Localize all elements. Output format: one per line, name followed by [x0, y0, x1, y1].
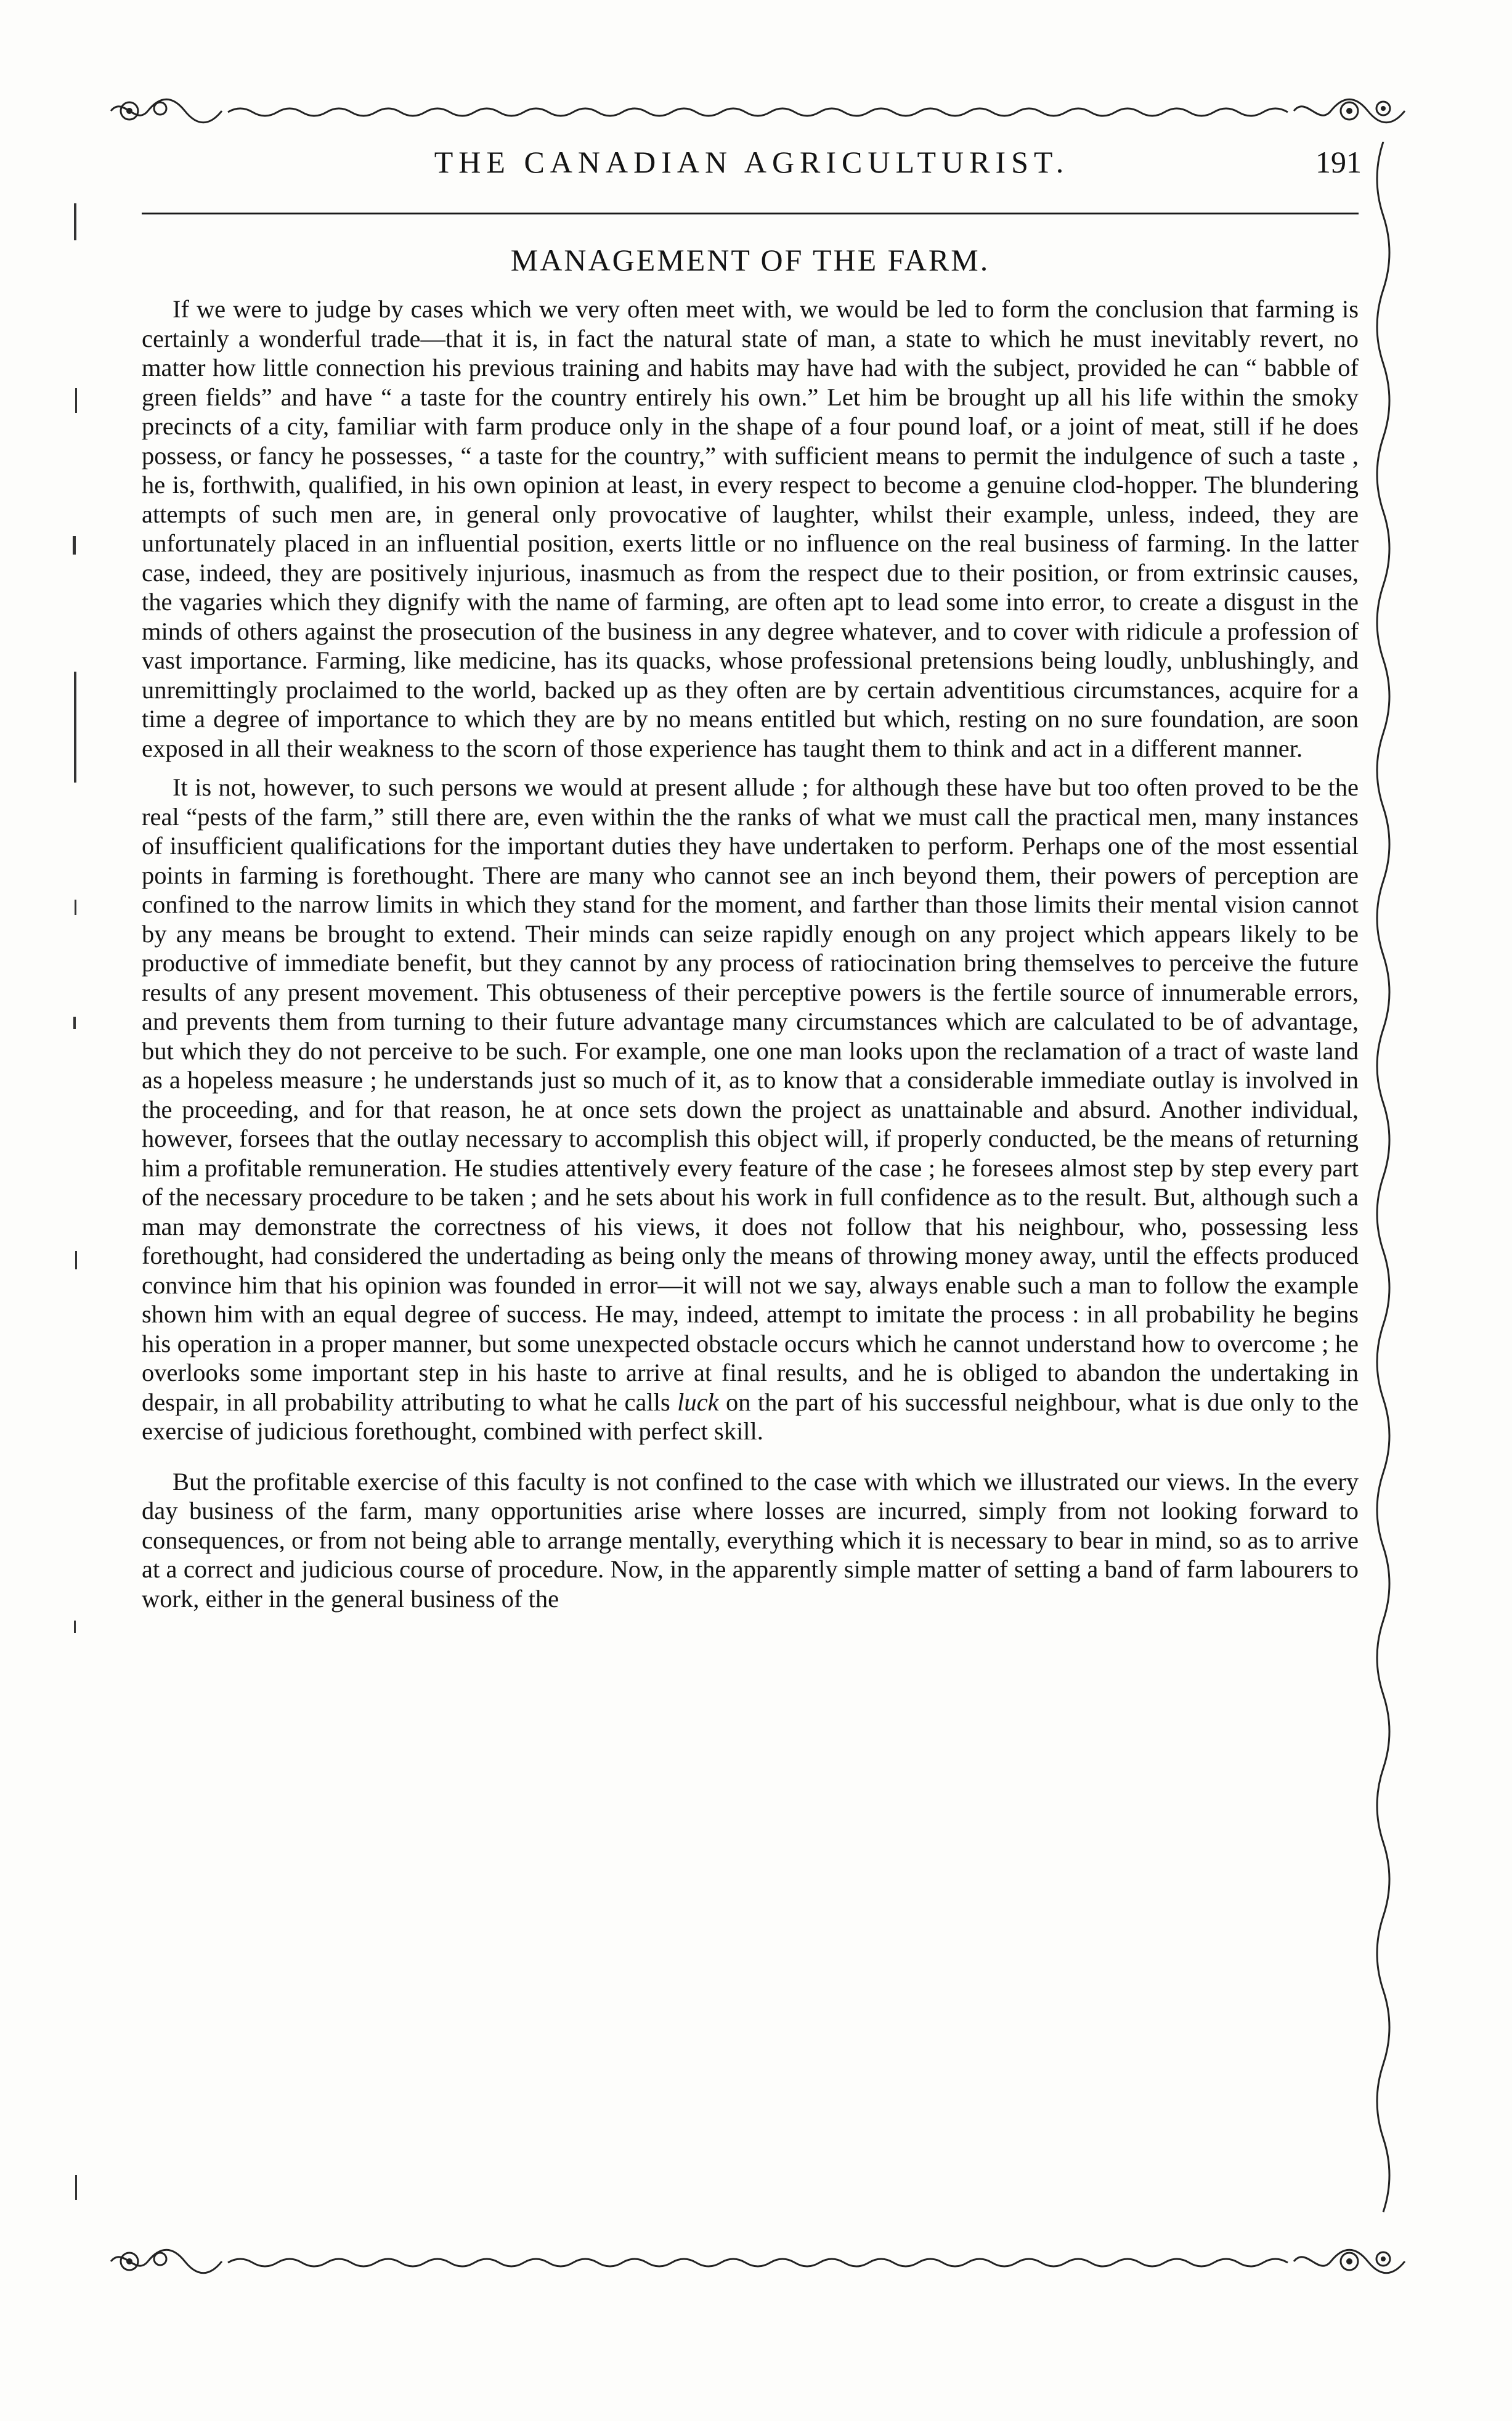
emphasized-word: luck [677, 1388, 719, 1416]
bottom-ornament-icon [105, 2243, 1411, 2280]
header-rule [142, 213, 1359, 214]
article-paragraph: It is not, however, to such persons we would at present allude ; for although these have but too often proved to be the real “pests of the farm,” still there are, even within the the ranks of what we must call the practical men, many instances of insufficient qualifications for the important duties they have undertaken to perform. Perhaps one of the most essential points in farming is forethought. There are many who cannot see an inch beyond them, their powers of perception are confined to the narrow limits in which they stand for the moment, and farther than those limits their mental vision cannot by any means be brought to extend. Their minds can seize rapidly enough on any project which appears likely to be productive of immediate benefit, but they cannot by any process of ratiocination bring themselves to perceive the future results of any present movement. This obtuseness of their perceptive powers is the fertile source of innumerable errors, and prevents them from turning to their future advantage many circumstances which are calculated to be of advantage, but which they do not perceive to be such. For example, one one man looks upon the reclamation of a tract of waste land as a hopeless measure ; he understands just so much of it, as to know that a considerable immediate outlay is involved in the proceeding, and for that reason, he at once sets down the project as unattainable and absurd. Another individual, however, forsees that the outlay necessary to accomplish this object will, if properly conducted, be the means of returning him a profitable remuneration. He studies attentively every feature of the case ; he foresees almost step by step every part of the necessary procedure to be taken ; and he sets about his work in full confidence as to the result. But, although such a man may demonstrate the correctness of his views, it does not follow that his neighbour, who, possessing less forethought, had considered the undertading as being only the means of throwing money away, until the effects produced convince him that his opinion was founded in error—it will not we say, always enable such a man to follow the example shown him with an equal degree of success. He may, indeed, attempt to imitate the process : in all probability he begins his operation in a proper manner, but some unexpected obstacle occurs which he cannot understand how to overcome ; he overlooks some important step in his haste to arrive at final results, and he is obliged to abandon the undertaking in despair, in all probability attributing to what he calls luck on the part of his successful neighbour, what is due only to the exercise of judicious forethought, combined with perfect skill. [142, 773, 1359, 1445]
right-vine-icon [1368, 142, 1399, 2237]
article-paragraph: But the profitable exercise of this faculty is not confined to the case with which we illustrated our views. In the every day business of the farm, many opportunities arise where losses are incurred, simply from not looking forward to consequences, or from not being able to arrange mentally, everything which it is necessary to bear in mind, so as to arrive at a correct and judicious course of procedure. Now, in the apparently simple matter of setting a band of farm labourers to work, either in the general business of the [142, 1467, 1359, 1613]
article-title: MANAGEMENT OF THE FARM. [510, 243, 990, 277]
article-paragraph: If we were to judge by cases which we very often meet with, we would be led to form the conclusion that farming is certainly a wonderful trade—that it is, in fact the natural state of man, a state to which he must inevitably revert, no matter how little connection his previous training and habits may have had with the subject, provided he can “ babble of green fields” and have “ a taste for the country entirely his own.” Let him be brought up all his life within the smoky precincts of a city, familiar with farm produce only in the shape of a four pound loaf, or a joint of meat, still if he does possess, or fancy he possesses, “ a taste for the country,” with sufficient means to permit the indulgence of such a taste , he is, forthwith, qualified, in his own opinion at least, in every respect to become a genuine clod-hopper. The blundering attempts of such men are, in general only provocative of laughter, whilst their example, unless, indeed, they are unfortunately placed in an influential position, exerts little or no influence on the real business of farming. In the latter case, indeed, they are positively injurious, inasmuch as from the respect due to their position, or from extrinsic causes, the vagaries which they dignify with the name of farming, are often apt to lead some into error, to create a disgust in the minds of others against the prosecution of the business in any degree whatever, and to cover with ridicule a profession of vast importance. Farming, like medicine, has its quacks, whose professional pretensions being loudly, unblushingly, and unremittingly proclaimed to the world, backed up as they often are by certain adventitious circumstances, acquire for a time a degree of importance to which they are by no means entitled but which, resting on no sure foundation, are soon exposed in all their weakness to the scorn of those experience has taught them to think and act in a different manner. [142, 295, 1359, 762]
top-ornament-icon [105, 92, 1411, 129]
left-vine-icon [62, 142, 92, 2237]
article-body [142, 295, 1359, 1613]
page-number: 191 [1315, 145, 1362, 179]
running-head [142, 140, 1362, 184]
journal-title: THE CANADIAN AGRICULTURIST. [434, 145, 1070, 179]
